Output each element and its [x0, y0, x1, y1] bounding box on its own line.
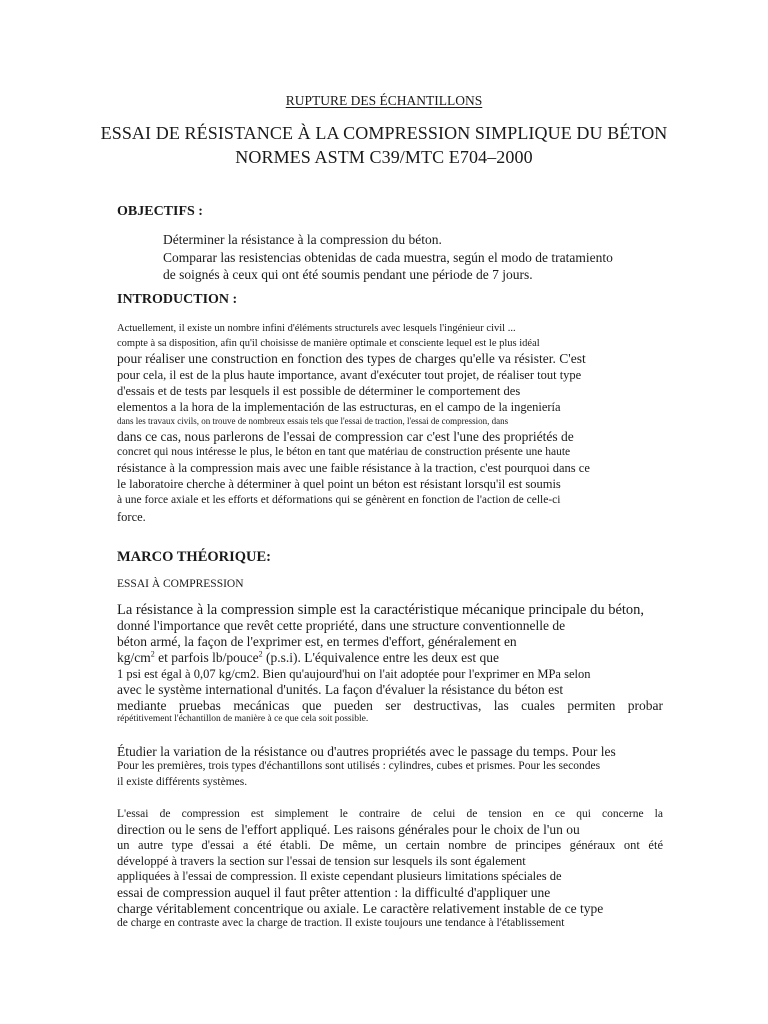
- paragraph-line: essai de compression auquel il faut prêter attention : la difficulté d'appliquer une: [117, 885, 551, 900]
- theory-heading: MARCO THÉORIQUE:: [117, 549, 272, 565]
- paragraph-line: répétitivement l'échantillon de manière à ce que cela soit possible.: [117, 714, 369, 724]
- document-title-line-1: ESSAI DE RÉSISTANCE À LA COMPRESSION SIMPLIQUE DU BÉTON: [100, 123, 668, 143]
- theory-subheading: ESSAI À COMPRESSION: [117, 578, 244, 590]
- paragraph-line: le laboratoire cherche à déterminer à quel point un béton est résistant lorsqu'il est soumis: [117, 477, 561, 491]
- paragraph-line: avec le système international d'unités. La façon d'évaluer la résistance du béton est: [117, 682, 564, 697]
- objectives-heading: OBJECTIFS :: [117, 204, 203, 219]
- paragraph-line-with-units: $kg/cm^2$ et parfois lb/pouce$^2$ (p.s.i). L'équivalence entre les deux est que: [117, 649, 499, 665]
- paragraph-line: dans les travaux civils, on trouve de nombreux essais tels que l'essai de traction, l'essai de compression, dans: [117, 416, 509, 426]
- paragraph-line: mediante pruebas mecánicas que pueden ser destructivas, las cuales permiten probar: [117, 698, 663, 713]
- paragraph-line: Étudier la variation de la résistance ou d'autres propriétés avec le passage du temps. Pour les: [117, 744, 616, 759]
- paragraph-line: direction ou le sens de l'effort appliqué. Les raisons générales pour le choix de l'un ou: [117, 822, 580, 837]
- paragraph-line: développé à travers la section sur l'essai de tension sur lesquels ils sont également: [117, 854, 526, 868]
- paragraph-line: appliquées à l'essai de compression. Il existe cependant plusieurs limitations spéciales de: [117, 869, 562, 883]
- paragraph-line: béton armé, la façon de l'exprimer est, en termes d'effort, généralement en: [117, 634, 517, 649]
- paragraph-line: résistance à la compression mais avec une faible résistance à la traction, c'est pourquoi dans ce: [117, 461, 590, 475]
- paragraph-line: L'essai de compression est simplement le contraire de celui de tension en ce qui concerne la: [117, 808, 663, 820]
- paragraph-line: concret qui nous intéresse le plus, le béton en tant que matériau de construction présente une haute: [117, 446, 571, 458]
- paragraph-line: 1 psi est égal à 0,07 kg/cm2. Bien qu'aujourd'hui on l'ait adoptée pour l'exprimer en MPa selon: [117, 667, 591, 681]
- introduction-heading: INTRODUCTION :: [117, 292, 238, 307]
- paragraph-line: pour réaliser une construction en fonction des types de charges qu'elle va résister. C'est: [117, 351, 586, 366]
- paragraph-line: charge véritablement concentrique ou axiale. Le caractère relativement instable de ce type: [117, 901, 604, 916]
- paragraph-line: donné l'importance que revêt cette propriété, dans une structure conventionnelle de: [117, 618, 566, 633]
- paragraph-line: à une force axiale et les efforts et déformations qui se génèrent en fonction de l'action de celle-ci: [117, 494, 561, 506]
- document-kicker: RUPTURE DES ÉCHANTILLONS: [285, 93, 483, 108]
- paragraph-line: compte à sa disposition, afin qu'il choisisse de manière optimale et consciente lequel est le plus idéal: [117, 338, 540, 349]
- paragraph-line: Pour les premières, trois types d'échantillons sont utilisés : cylindres, cubes et prismes. Pour les secondes: [117, 760, 601, 772]
- paragraph-line: de charge en contraste avec la charge de traction. Il existe toujours une tendance à l'établissement: [117, 917, 565, 929]
- paragraph-line: elementos a la hora de la implementación de las estructuras, en el campo de la ingeniería: [117, 400, 561, 414]
- paragraph-line: d'essais et de tests par lesquels il est possible de déterminer le comportement des: [117, 384, 521, 398]
- objective-item: Comparar las resistencias obtenidas de cada muestra, según el modo de tratamiento: [163, 250, 613, 265]
- document-title-line-2: NORMES ASTM C39/MTC E704–2000: [235, 147, 533, 167]
- paragraph-line: dans ce cas, nous parlerons de l'essai de compression car c'est l'une des propriétés de: [117, 429, 574, 444]
- paragraph-line: il existe différents systèmes.: [117, 776, 248, 788]
- paragraph-line: La résistance à la compression simple est la caractéristique mécanique principale du béton,: [117, 602, 645, 618]
- paragraph-line: Actuellement, il existe un nombre infini d'éléments structurels avec lesquels l'ingénieur civil ...: [117, 323, 516, 334]
- paragraph-line: un autre type d'essai a été établi. De même, un certain nombre de principes généraux ont été: [117, 838, 663, 852]
- objective-item-continued: de soignés à ceux qui ont été soumis pendant une période de 7 jours.: [163, 267, 533, 282]
- paragraph-line: pour cela, il est de la plus haute importance, avant d'exécuter tout projet, de réaliser tout type: [117, 368, 582, 382]
- paragraph-line: force.: [117, 510, 146, 524]
- objective-item: Déterminer la résistance à la compression du béton.: [163, 232, 442, 247]
